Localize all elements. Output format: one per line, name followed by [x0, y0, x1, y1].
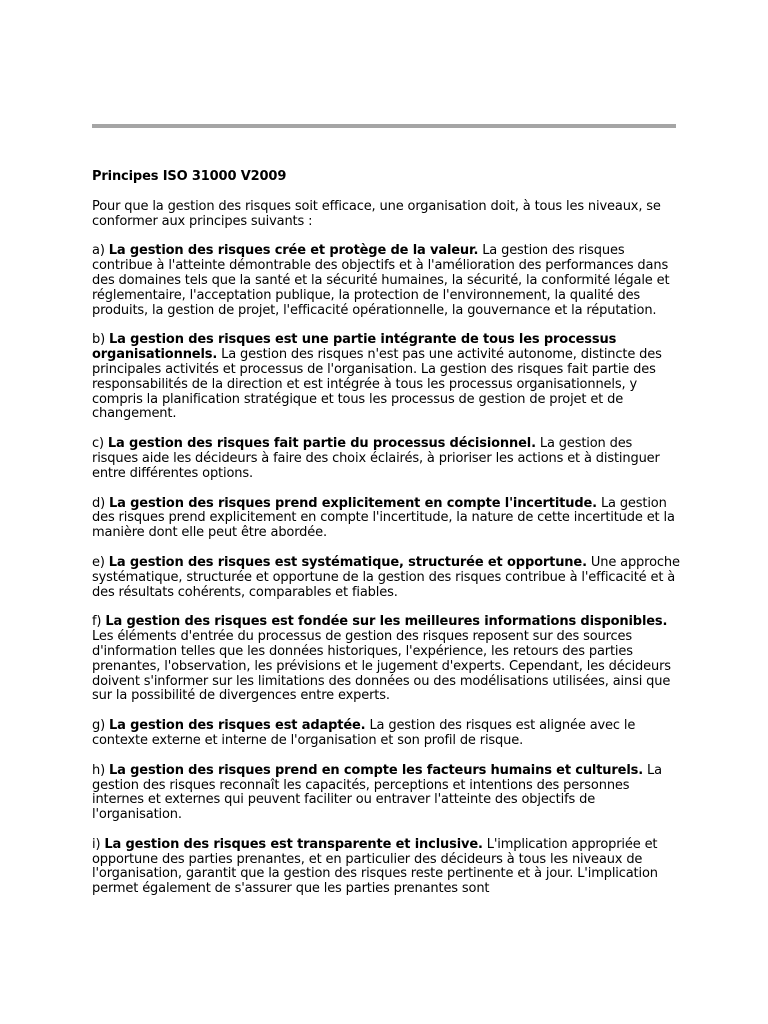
principle-letter: a) [92, 243, 105, 259]
intro-paragraph: Pour que la gestion des risques soit efficace, une organisation doit, à tous les niveaux, se conformer aux principes suivants : [92, 198, 661, 229]
principle-statement: La gestion des risques est transparente et inclusive. [104, 836, 483, 852]
principle-letter: e) [92, 554, 105, 570]
principle-description: La gestion des risques contribue à l'atteinte démontrable des objectifs et à l'amélioration des performances dans des domaines tels que la santé et la sécurité humaines, la sécurité, la conformité légale et réglementaire, l'acceptation publique, la protection de l'environnement, la qualité des produits, la gestion de projet, l'efficacité opérationnelle, la gouvernance et la réputation. [92, 243, 670, 318]
principle-letter: d) [92, 495, 106, 511]
principle-statement: La gestion des risques est systématique, structurée et opportune. [108, 554, 587, 570]
principle-statement: La gestion des risques crée et protège de la valeur. [108, 243, 479, 259]
principle-description: La gestion des risques prend explicitement en compte l'incertitude, la nature de cette incertitude et la manière dont elle peut être abordée. [92, 495, 675, 541]
principle-statement: La gestion des risques est une partie intégrante de tous les processus organisationnels. [92, 332, 617, 363]
principle-letter: i) [92, 836, 101, 852]
principle-paragraph [92, 333, 682, 422]
principle-letter: h) [92, 762, 106, 778]
document-title: Principes ISO 31000 V2009 [92, 169, 287, 184]
principle-statement: La gestion des risques est fondée sur les meilleures informations disponibles. [105, 614, 668, 630]
principle-description: La gestion des risques reconnaît les capacités, perceptions et intentions des personnes internes et externes qui peuvent faciliter ou entraver l'atteinte des objectifs de l'organisation. [92, 762, 662, 823]
header-rule [92, 124, 676, 128]
principle-paragraph [92, 437, 682, 481]
document-body [92, 170, 682, 912]
principle-letter: c) [92, 436, 104, 452]
principle-letter: g) [92, 718, 106, 734]
principle-description: L'implication appropriée et opportune des parties prenantes, et en particulier des décideurs à tous les niveaux de l'organisation, garantit que la gestion des risques reste pertinente et à jour. L'implication permet également de s'assurer que les parties prenantes sont [92, 836, 658, 897]
principle-paragraph [92, 764, 682, 823]
principle-paragraph [92, 556, 682, 600]
principle-letter: b) [92, 332, 106, 348]
principles-list [92, 244, 682, 897]
principle-description: La gestion des risques n'est pas une activité autonome, distincte des principales activités et processus de l'organisation. La gestion des risques fait partie des responsabilités de la direction et est intégrée à tous les processus organisationnels, y compris la planification stratégique et tous les processus de gestion de projet et de changement. [92, 347, 662, 422]
principle-paragraph [92, 615, 682, 704]
principle-statement: La gestion des risques fait partie du processus décisionnel. [107, 436, 536, 452]
principle-paragraph [92, 719, 682, 749]
principle-description: La gestion des risques aide les décideurs à faire des choix éclairés, à prioriser les actions et à distinguer entre différentes options. [92, 436, 660, 481]
principle-description: Les éléments d'entrée du processus de gestion des risques reposent sur des sources d'information telles que les données historiques, l'expérience, les retours des parties prenantes, l'observation, les prévisions et le jugement d'experts. Cependant, les décideurs doivent s'informer sur les limitations des données ou des modélisations utilisées, ainsi que sur la possibilité de divergences entre experts. [92, 629, 671, 704]
principle-paragraph [92, 838, 682, 897]
principle-statement: La gestion des risques prend explicitement en compte l'incertitude. [109, 495, 597, 511]
principle-statement: La gestion des risques prend en compte les facteurs humains et culturels. [109, 762, 644, 778]
principle-statement: La gestion des risques est adaptée. [109, 718, 366, 734]
principle-description: La gestion des risques est alignée avec le contexte externe et interne de l'organisation et son profil de risque. [92, 718, 636, 748]
principle-description: Une approche systématique, structurée et opportune de la gestion des risques contribue à l'efficacité et à des résultats cohérents, comparables et fiables. [92, 554, 680, 600]
principle-paragraph [92, 497, 682, 541]
principle-paragraph [92, 244, 682, 318]
principle-letter: f) [92, 614, 102, 630]
